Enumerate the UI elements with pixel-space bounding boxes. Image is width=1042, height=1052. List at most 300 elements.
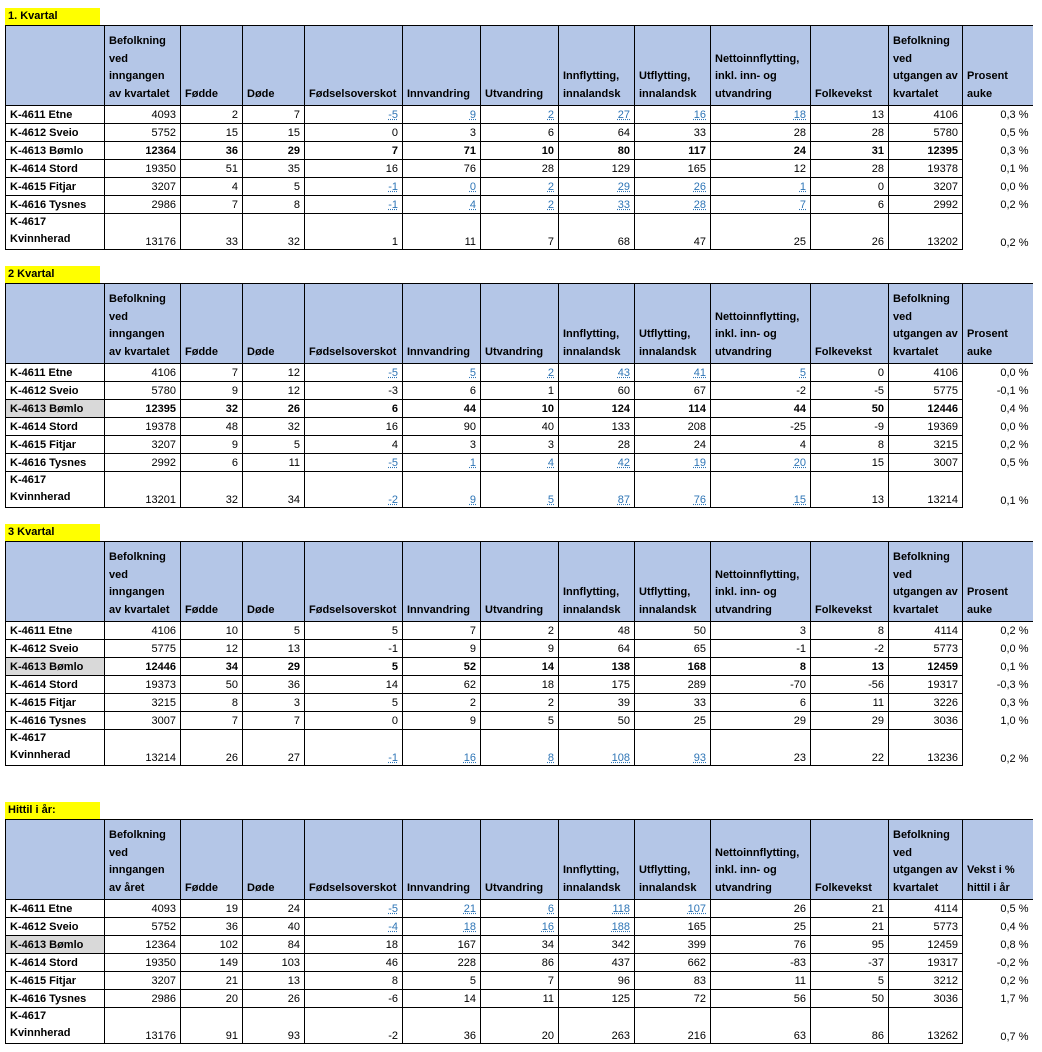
municipality-name[interactable]: K-4613 Bømlo [6,936,105,954]
value-cell[interactable]: 13262 [889,1008,963,1044]
value-cell[interactable]: -5 [305,364,403,382]
column-header[interactable]: Utflytting, innalandsk [635,284,711,364]
value-cell[interactable]: 167 [403,936,481,954]
value-cell[interactable]: 13 [243,640,305,658]
value-cell[interactable]: 23 [711,730,811,766]
value-cell[interactable]: 15 [711,472,811,508]
value-cell[interactable]: 5 [811,972,889,990]
value-cell[interactable]: 3215 [889,436,963,454]
value-cell[interactable]: 5752 [105,124,181,142]
percent-cell[interactable]: 0,2 % [1000,974,1029,987]
value-cell[interactable]: 4114 [889,900,963,918]
value-cell[interactable]: 5 [403,972,481,990]
value-cell[interactable]: 19350 [105,954,181,972]
value-cell[interactable]: 50 [811,990,889,1008]
value-cell[interactable]: 1 [711,178,811,196]
header-corner[interactable] [6,820,105,900]
column-header[interactable]: Utvandring [481,284,559,364]
value-cell[interactable]: 3 [243,694,305,712]
value-cell[interactable]: 12446 [105,658,181,676]
value-cell[interactable]: 27 [243,730,305,766]
value-cell[interactable]: 11 [243,454,305,472]
value-cell[interactable]: 28 [559,436,635,454]
column-header[interactable]: Folkevekst [811,26,889,106]
percent-cell[interactable]: -0,2 % [996,956,1029,969]
value-cell[interactable]: 114 [635,400,711,418]
value-cell[interactable]: 33 [635,694,711,712]
value-cell[interactable]: 8 [811,622,889,640]
value-cell[interactable]: 8 [481,730,559,766]
value-cell[interactable]: 21 [181,972,243,990]
column-header[interactable]: Fødde [181,820,243,900]
value-cell[interactable]: 63 [711,1008,811,1044]
value-cell[interactable]: 44 [711,400,811,418]
value-cell[interactable]: -2 [711,382,811,400]
value-cell[interactable]: 15 [811,454,889,472]
value-cell[interactable]: 15 [243,124,305,142]
value-cell[interactable]: 5773 [889,640,963,658]
value-cell[interactable]: -3 [305,382,403,400]
value-cell[interactable]: 3207 [105,178,181,196]
column-header[interactable]: Utflytting, innalandsk [635,820,711,900]
value-cell[interactable]: 34 [181,658,243,676]
value-cell[interactable]: 20 [711,454,811,472]
value-cell[interactable]: 14 [403,990,481,1008]
value-cell[interactable]: 5773 [889,918,963,936]
value-cell[interactable]: 4093 [105,900,181,918]
value-cell[interactable]: 9 [403,712,481,730]
municipality-name[interactable]: K-4613 Bømlo [6,400,105,418]
value-cell[interactable]: -70 [711,676,811,694]
column-header[interactable]: Døde [243,284,305,364]
value-cell[interactable]: 90 [403,418,481,436]
percent-cell[interactable]: 0,7 % [1000,1030,1029,1043]
municipality-name[interactable]: K-4616 Tysnes [6,990,105,1008]
value-cell[interactable]: 9 [403,472,481,508]
percent-cell[interactable]: 0,1 % [1000,494,1029,507]
percent-cell[interactable]: 0,2 % [1000,198,1029,211]
value-cell[interactable]: 67 [635,382,711,400]
value-cell[interactable]: 6 [181,454,243,472]
value-cell[interactable]: 19317 [889,676,963,694]
column-header[interactable]: Prosent auke [963,26,1033,106]
value-cell[interactable]: 26 [181,730,243,766]
column-header[interactable]: Prosent auke [963,542,1033,622]
column-header[interactable]: Nettoinnflytting, inkl. inn- og utvandring [711,542,811,622]
value-cell[interactable]: 24 [635,436,711,454]
value-cell[interactable]: 4093 [105,106,181,124]
municipality-name[interactable]: K-4615 Fitjar [6,972,105,990]
value-cell[interactable]: 29 [243,142,305,160]
value-cell[interactable]: 7 [481,972,559,990]
value-cell[interactable]: 4 [181,178,243,196]
value-cell[interactable]: 0 [811,364,889,382]
value-cell[interactable]: 10 [481,142,559,160]
column-header[interactable]: Innflytting, innalandsk [559,26,635,106]
value-cell[interactable]: 0 [811,178,889,196]
value-cell[interactable]: -2 [305,1008,403,1044]
value-cell[interactable]: 12446 [889,400,963,418]
value-cell[interactable]: 13214 [889,472,963,508]
value-cell[interactable]: -5 [305,454,403,472]
municipality-name[interactable]: K-4617 Kvinnherad [6,730,105,766]
value-cell[interactable]: 16 [635,106,711,124]
value-cell[interactable]: 44 [403,400,481,418]
municipality-name[interactable]: K-4615 Fitjar [6,436,105,454]
value-cell[interactable]: 10 [481,400,559,418]
percent-cell[interactable]: 0,2 % [1000,438,1029,451]
value-cell[interactable]: -1 [305,730,403,766]
column-header[interactable]: Prosent auke [963,284,1033,364]
value-cell[interactable]: 50 [811,400,889,418]
value-cell[interactable]: 43 [559,364,635,382]
value-cell[interactable]: 16 [305,160,403,178]
column-header[interactable]: Befolkning ved inngangen av kvartalet [105,284,181,364]
value-cell[interactable]: 34 [481,936,559,954]
value-cell[interactable]: 28 [811,160,889,178]
value-cell[interactable]: 3007 [889,454,963,472]
value-cell[interactable]: 4 [403,196,481,214]
value-cell[interactable]: 6 [481,124,559,142]
column-header[interactable]: Befolkning ved inngangen av kvartalet [105,542,181,622]
value-cell[interactable]: 7 [181,196,243,214]
value-cell[interactable]: 3036 [889,990,963,1008]
value-cell[interactable]: 27 [559,106,635,124]
column-header[interactable]: Fødselsoverskot [305,284,403,364]
column-header[interactable]: Utvandring [481,26,559,106]
percent-cell[interactable]: 0,3 % [1000,144,1029,157]
value-cell[interactable]: 3207 [889,178,963,196]
value-cell[interactable]: 42 [559,454,635,472]
value-cell[interactable]: 6 [811,196,889,214]
value-cell[interactable]: -2 [305,472,403,508]
municipality-name[interactable]: K-4612 Sveio [6,382,105,400]
value-cell[interactable]: 2986 [105,196,181,214]
value-cell[interactable]: 32 [181,472,243,508]
value-cell[interactable]: -83 [711,954,811,972]
value-cell[interactable]: 5 [243,622,305,640]
value-cell[interactable]: 64 [559,640,635,658]
value-cell[interactable]: 2 [481,178,559,196]
value-cell[interactable]: 216 [635,1008,711,1044]
value-cell[interactable]: 12459 [889,658,963,676]
value-cell[interactable]: 188 [559,918,635,936]
value-cell[interactable]: 208 [635,418,711,436]
column-header[interactable]: Døde [243,820,305,900]
value-cell[interactable]: 12364 [105,936,181,954]
value-cell[interactable]: 3 [403,124,481,142]
value-cell[interactable]: -1 [305,640,403,658]
percent-cell[interactable]: -0,1 % [996,384,1029,397]
value-cell[interactable]: 33 [635,124,711,142]
column-header[interactable]: Innvandring [403,820,481,900]
column-header[interactable]: Nettoinnflytting, inkl. inn- og utvandring [711,26,811,106]
value-cell[interactable]: -25 [711,418,811,436]
value-cell[interactable]: -1 [711,640,811,658]
value-cell[interactable]: 7 [181,364,243,382]
column-header[interactable]: Utvandring [481,820,559,900]
value-cell[interactable]: 28 [711,124,811,142]
column-header[interactable]: Utvandring [481,542,559,622]
value-cell[interactable]: 5752 [105,918,181,936]
value-cell[interactable]: 165 [635,918,711,936]
value-cell[interactable]: 9 [403,106,481,124]
percent-cell[interactable]: 1,0 % [1000,714,1029,727]
percent-cell[interactable]: 0,5 % [1000,126,1029,139]
value-cell[interactable]: 26 [243,400,305,418]
value-cell[interactable]: 13 [811,658,889,676]
value-cell[interactable]: 5 [243,436,305,454]
value-cell[interactable]: 1 [403,454,481,472]
percent-cell[interactable]: 0,0 % [1000,366,1029,379]
value-cell[interactable]: 29 [711,712,811,730]
column-header[interactable]: Folkevekst [811,542,889,622]
municipality-name[interactable]: K-4613 Bømlo [6,142,105,160]
municipality-name[interactable]: K-4615 Fitjar [6,694,105,712]
value-cell[interactable]: 7 [403,622,481,640]
value-cell[interactable]: 87 [559,472,635,508]
value-cell[interactable]: 83 [635,972,711,990]
value-cell[interactable]: 15 [181,124,243,142]
value-cell[interactable]: 50 [181,676,243,694]
value-cell[interactable]: 3212 [889,972,963,990]
value-cell[interactable]: 263 [559,1008,635,1044]
value-cell[interactable]: 124 [559,400,635,418]
column-header[interactable]: Befolkning ved utgangen av kvartalet [889,542,963,622]
value-cell[interactable]: 9 [181,436,243,454]
value-cell[interactable]: 20 [181,990,243,1008]
municipality-name[interactable]: K-4614 Stord [6,954,105,972]
value-cell[interactable]: 118 [559,900,635,918]
value-cell[interactable]: 3207 [105,436,181,454]
value-cell[interactable]: 33 [559,196,635,214]
value-cell[interactable]: 5 [403,364,481,382]
value-cell[interactable]: 5 [305,622,403,640]
value-cell[interactable]: 29 [559,178,635,196]
column-header[interactable]: Innflytting, innalandsk [559,284,635,364]
value-cell[interactable]: 24 [243,900,305,918]
value-cell[interactable]: 13214 [105,730,181,766]
value-cell[interactable]: 168 [635,658,711,676]
value-cell[interactable]: 40 [243,918,305,936]
column-header[interactable]: Folkevekst [811,820,889,900]
column-header[interactable]: Fødde [181,542,243,622]
value-cell[interactable]: 11 [711,972,811,990]
value-cell[interactable]: 7 [243,106,305,124]
value-cell[interactable]: 2 [481,106,559,124]
column-header[interactable]: Nettoinnflytting, inkl. inn- og utvandring [711,284,811,364]
column-header[interactable]: Fødselsoverskot [305,820,403,900]
value-cell[interactable]: 12 [711,160,811,178]
column-header[interactable]: Befolkning ved inngangen av kvartalet [105,26,181,106]
value-cell[interactable]: 8 [181,694,243,712]
value-cell[interactable]: 108 [559,730,635,766]
value-cell[interactable]: -4 [305,918,403,936]
value-cell[interactable]: 103 [243,954,305,972]
percent-cell[interactable]: 0,2 % [1000,236,1029,249]
value-cell[interactable]: 0 [305,124,403,142]
value-cell[interactable]: 12 [243,382,305,400]
value-cell[interactable]: 93 [635,730,711,766]
value-cell[interactable]: 41 [635,364,711,382]
value-cell[interactable]: 93 [243,1008,305,1044]
value-cell[interactable]: 13176 [105,214,181,250]
percent-cell[interactable]: 0,1 % [1000,162,1029,175]
value-cell[interactable]: 64 [559,124,635,142]
municipality-name[interactable]: K-4611 Etne [6,900,105,918]
value-cell[interactable]: 19 [635,454,711,472]
value-cell[interactable]: 50 [635,622,711,640]
value-cell[interactable]: 12364 [105,142,181,160]
value-cell[interactable]: 4 [305,436,403,454]
value-cell[interactable]: 399 [635,936,711,954]
value-cell[interactable]: 2992 [105,454,181,472]
value-cell[interactable]: 28 [811,124,889,142]
value-cell[interactable]: 19373 [105,676,181,694]
municipality-name[interactable]: K-4617 Kvinnherad [6,472,105,508]
percent-cell[interactable]: 0,0 % [1000,180,1029,193]
value-cell[interactable]: 14 [305,676,403,694]
column-header[interactable]: Befolkning ved utgangen av kvartalet [889,820,963,900]
value-cell[interactable]: 3215 [105,694,181,712]
value-cell[interactable]: 5775 [889,382,963,400]
value-cell[interactable]: 68 [559,214,635,250]
value-cell[interactable]: 21 [403,900,481,918]
value-cell[interactable]: 3207 [105,972,181,990]
percent-cell[interactable]: 0,2 % [1000,624,1029,637]
value-cell[interactable]: 48 [559,622,635,640]
value-cell[interactable]: 84 [243,936,305,954]
value-cell[interactable]: 13201 [105,472,181,508]
value-cell[interactable]: 12395 [889,142,963,160]
municipality-name[interactable]: K-4612 Sveio [6,640,105,658]
value-cell[interactable]: 8 [305,972,403,990]
value-cell[interactable]: 228 [403,954,481,972]
value-cell[interactable]: 72 [635,990,711,1008]
value-cell[interactable]: 21 [811,900,889,918]
value-cell[interactable]: 32 [243,214,305,250]
value-cell[interactable]: 31 [811,142,889,160]
value-cell[interactable]: 4106 [105,364,181,382]
value-cell[interactable]: 36 [181,142,243,160]
value-cell[interactable]: 117 [635,142,711,160]
value-cell[interactable]: 6 [711,694,811,712]
percent-cell[interactable]: 0,5 % [1000,456,1029,469]
value-cell[interactable]: 12 [181,640,243,658]
municipality-name[interactable]: K-4611 Etne [6,106,105,124]
value-cell[interactable]: 19378 [105,418,181,436]
value-cell[interactable]: 11 [481,990,559,1008]
column-header[interactable]: Innflytting, innalandsk [559,542,635,622]
value-cell[interactable]: 26 [711,900,811,918]
value-cell[interactable]: 13 [811,472,889,508]
value-cell[interactable]: 4114 [889,622,963,640]
value-cell[interactable]: 46 [305,954,403,972]
value-cell[interactable]: 3 [711,622,811,640]
value-cell[interactable]: 20 [481,1008,559,1044]
value-cell[interactable]: 18 [305,936,403,954]
column-header[interactable]: Fødselsoverskot [305,26,403,106]
value-cell[interactable]: 19378 [889,160,963,178]
value-cell[interactable]: 2 [481,364,559,382]
value-cell[interactable]: 14 [481,658,559,676]
value-cell[interactable]: 9 [481,640,559,658]
value-cell[interactable]: 138 [559,658,635,676]
value-cell[interactable]: 3226 [889,694,963,712]
value-cell[interactable]: 11 [811,694,889,712]
value-cell[interactable]: 18 [481,676,559,694]
municipality-name[interactable]: K-4613 Bømlo [6,658,105,676]
value-cell[interactable]: 19350 [105,160,181,178]
value-cell[interactable]: 16 [305,418,403,436]
value-cell[interactable]: 3036 [889,712,963,730]
value-cell[interactable]: 36 [181,918,243,936]
value-cell[interactable]: 6 [481,900,559,918]
municipality-name[interactable]: K-4614 Stord [6,160,105,178]
column-header[interactable]: Døde [243,542,305,622]
value-cell[interactable]: 76 [711,936,811,954]
value-cell[interactable]: 25 [711,214,811,250]
value-cell[interactable]: 95 [811,936,889,954]
value-cell[interactable]: 2 [481,196,559,214]
percent-cell[interactable]: 0,1 % [1000,660,1029,673]
value-cell[interactable]: 86 [481,954,559,972]
value-cell[interactable]: 9 [181,382,243,400]
value-cell[interactable]: 175 [559,676,635,694]
value-cell[interactable]: 12 [243,364,305,382]
value-cell[interactable]: 5 [243,178,305,196]
value-cell[interactable]: 29 [243,658,305,676]
column-header[interactable]: Vekst i % hittil i år [963,820,1033,900]
municipality-name[interactable]: K-4611 Etne [6,364,105,382]
value-cell[interactable]: 16 [403,730,481,766]
municipality-name[interactable]: K-4612 Sveio [6,918,105,936]
value-cell[interactable]: 7 [305,142,403,160]
value-cell[interactable]: 4106 [889,106,963,124]
percent-cell[interactable]: -0,3 % [996,678,1029,691]
value-cell[interactable]: 5775 [105,640,181,658]
value-cell[interactable]: 10 [181,622,243,640]
municipality-name[interactable]: K-4615 Fitjar [6,178,105,196]
column-header[interactable]: Innvandring [403,284,481,364]
municipality-name[interactable]: K-4611 Etne [6,622,105,640]
value-cell[interactable]: 28 [635,196,711,214]
percent-cell[interactable]: 1,7 % [1000,992,1029,1005]
value-cell[interactable]: 125 [559,990,635,1008]
value-cell[interactable]: 18 [403,918,481,936]
value-cell[interactable]: 26 [635,178,711,196]
column-header[interactable]: Innflytting, innalandsk [559,820,635,900]
column-header[interactable]: Døde [243,26,305,106]
value-cell[interactable]: 19 [181,900,243,918]
value-cell[interactable]: 4106 [105,622,181,640]
municipality-name[interactable]: K-4617 Kvinnherad [6,1008,105,1044]
municipality-name[interactable]: K-4614 Stord [6,418,105,436]
value-cell[interactable]: 0 [305,712,403,730]
value-cell[interactable]: 60 [559,382,635,400]
value-cell[interactable]: 52 [403,658,481,676]
column-header[interactable]: Befolkning ved utgangen av kvartalet [889,284,963,364]
value-cell[interactable]: 5780 [105,382,181,400]
value-cell[interactable]: 40 [481,418,559,436]
column-header[interactable]: Nettoinnflytting, inkl. inn- og utvandring [711,820,811,900]
value-cell[interactable]: 7 [243,712,305,730]
value-cell[interactable]: 2 [403,694,481,712]
value-cell[interactable]: 662 [635,954,711,972]
value-cell[interactable]: 2992 [889,196,963,214]
value-cell[interactable]: 96 [559,972,635,990]
value-cell[interactable]: 26 [811,214,889,250]
